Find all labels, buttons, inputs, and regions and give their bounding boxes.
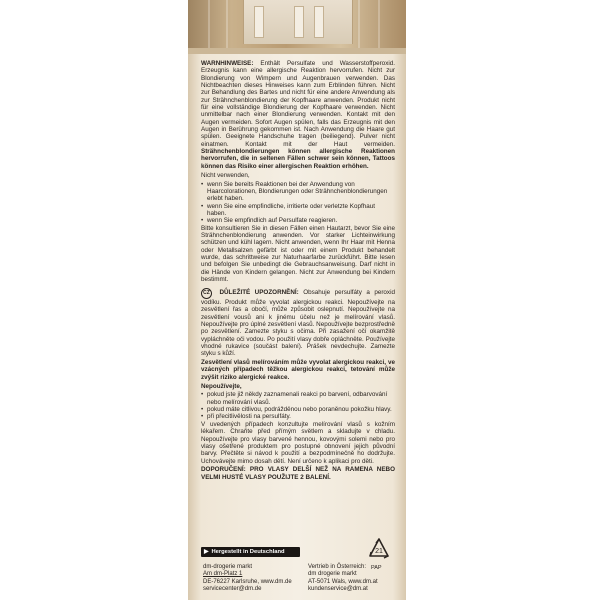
list-item: • pokud máte citlivou, podrážděnou nebo poraněnou pokožku hlavy.	[201, 406, 392, 414]
box-top-photo-strip	[188, 0, 406, 48]
recycle-code: PAP	[371, 565, 382, 571]
list-item: • wenn Sie eine empfindliche, irritierte oder verletzte Kopfhaut haben.	[201, 202, 376, 217]
made-in-germany-badge: ▶ Hergestellt in Deutschland	[201, 547, 300, 557]
play-arrow-icon: ▶	[204, 549, 209, 555]
list-item: • wenn Sie bereits Reaktionen bei der Anwendung von Haarcolorationen, Blondierungen oder Strähnchenblondierungen erlebt haben.	[201, 180, 388, 203]
czech-language-icon: CZ	[201, 288, 212, 299]
warning-cz-recommend: DOPORUČENÍ: PRO VLASY DELŠÍ NEŽ NA RAMENA NEBO VELMI HUSTÉ VLASY POUŽIJTE 2 BALENÍ.	[201, 466, 395, 481]
warning-cz-bold: Zesvětlení vlasů melírováním může vyvolat alergickou reakci, ve vzácných případech těžkou alergickou reakci, tetování může zvýšit riziko alergické reakce.	[201, 359, 395, 381]
warning-cz-not-use: Nepoužívejte,	[201, 382, 242, 390]
list-item: • wenn Sie empfindlich auf Persulfate reagieren.	[201, 217, 338, 225]
warning-text-block	[201, 60, 395, 483]
address-germany: dm-drogerie markt Am dm-Platz 1 DE-76227 Karlsruhe, www.dm.de servicecenter@dm.de	[203, 564, 292, 593]
box-fold-edge	[188, 48, 406, 54]
warning-de-not-use: Nicht verwenden,	[201, 171, 250, 179]
box-top-flap	[243, 0, 353, 44]
product-box-back	[188, 0, 406, 600]
warning-de-outro: Bitte konsultieren Sie in diesen Fällen einen Hautarzt, bevor Sie eine Strähnchenblondierung anwenden. Vor starker Lichteinwirkung schützen und kühl lagern. Nicht anwenden, wenn Ihr Haar mit Henna oder Metallsalzen gefärbt ist oder mit einem Produkt behandelt wurde, das schrittweise zur Naturhaarfarbe zurückführt. Bitte lesen und befolgen Sie unbedingt die Gebrauchsanweisung. Darf nicht in die Hände von Kindern gelangen. Nicht zur Anwendung bei Kindern bestimmt.	[201, 224, 395, 283]
recycling-icon	[366, 536, 392, 566]
warning-de-intro: WARNHINWEISE: Enthält Persulfate und Wasserstoffperoxid. Erzeugnis kann eine allergische Reaktion hervorrufen. Nicht zur Blondierung von Wimpern und Augenbrauen verwenden. Das Nichtbeachten dieses Hinweises kann zum Erblinden führen. Nicht zur Behandlung des Bartes und nicht für eine andere Anwendung als zur Strähnchenblondierung der Kopfhaare anwenden. Produkt nicht für eine vollständige Blondierung der Kopfhaare verwenden. Nicht unmittelbar nach einer Blondierung verwenden. Kontakt mit den Augen vermeiden. Sofort Augen spülen, falls das Erzeugnis mit den Augen in Berührung gekommen ist. Nach Anwendung die Haare gut spülen. Geeignete Handschuhe tragen (beiliegend). Pulver nicht einatmen. Kontakt mit der Haut vermeiden. Strähnchenblondierungen können allergische Reaktionen hervorrufen, die in seltenen Fällen schwer sein können, Tattoos können das Risiko einer allergischen Reaktion erhöhen.	[201, 60, 395, 170]
recycle-number: 21	[375, 548, 383, 555]
address-austria: Vertrieb in Österreich: dm drogerie markt AT-5071 Wals, www.dm.at kundenservice@dm.at	[308, 564, 378, 593]
warning-cz-intro: CZ DŮLEŽITÉ UPOZORNĚNÍ: Obsahuje persulfáty a peroxid vodíku. Produkt může vyvolat alergickou reakci. Nepoužívejte na zesvětlení řas a obočí, může způsobit oslepnutí. Nepoužívejte na zesvětlení vousů ani k jinému účelu než je melírování vlasů. Nepoužívejte pro úplné zesvětlení vlasů. Nepoužívejte bezprostředně po zesvětlení. Zamezte styku s očima. Při zasažení očí okamžitě vypláchněte oči vodou. Po použití vlasy dobře opláchněte. Používejte vhodné rukavice (součást balení). Prášek nevdechujte. Zamezte styku s kůží.	[201, 288, 395, 358]
list-item: • při přecitlivělosti na persulfáty.	[201, 413, 291, 421]
list-item: • pokud jste již někdy zaznamenali reakci po barvení, odbarvování nebo melírování vlasů.	[201, 391, 388, 406]
warning-cz-outro: V uvedených případech konzultujte melírování vlasů s kožním lékařem. Chraňte před přímým světlem a skladujte v chladu. Nepoužívejte pro vlasy barvené hennou, kovovými solemi nebo pro vlasy ošetřené produktem pro postupné obnovení jejich původní barvy. Přečtěte si návod k použití a bezpodmínečně ho dodržujte. Uchovávejte mimo dosah dětí. Není určeno k aplikaci pro děti.	[201, 420, 395, 465]
